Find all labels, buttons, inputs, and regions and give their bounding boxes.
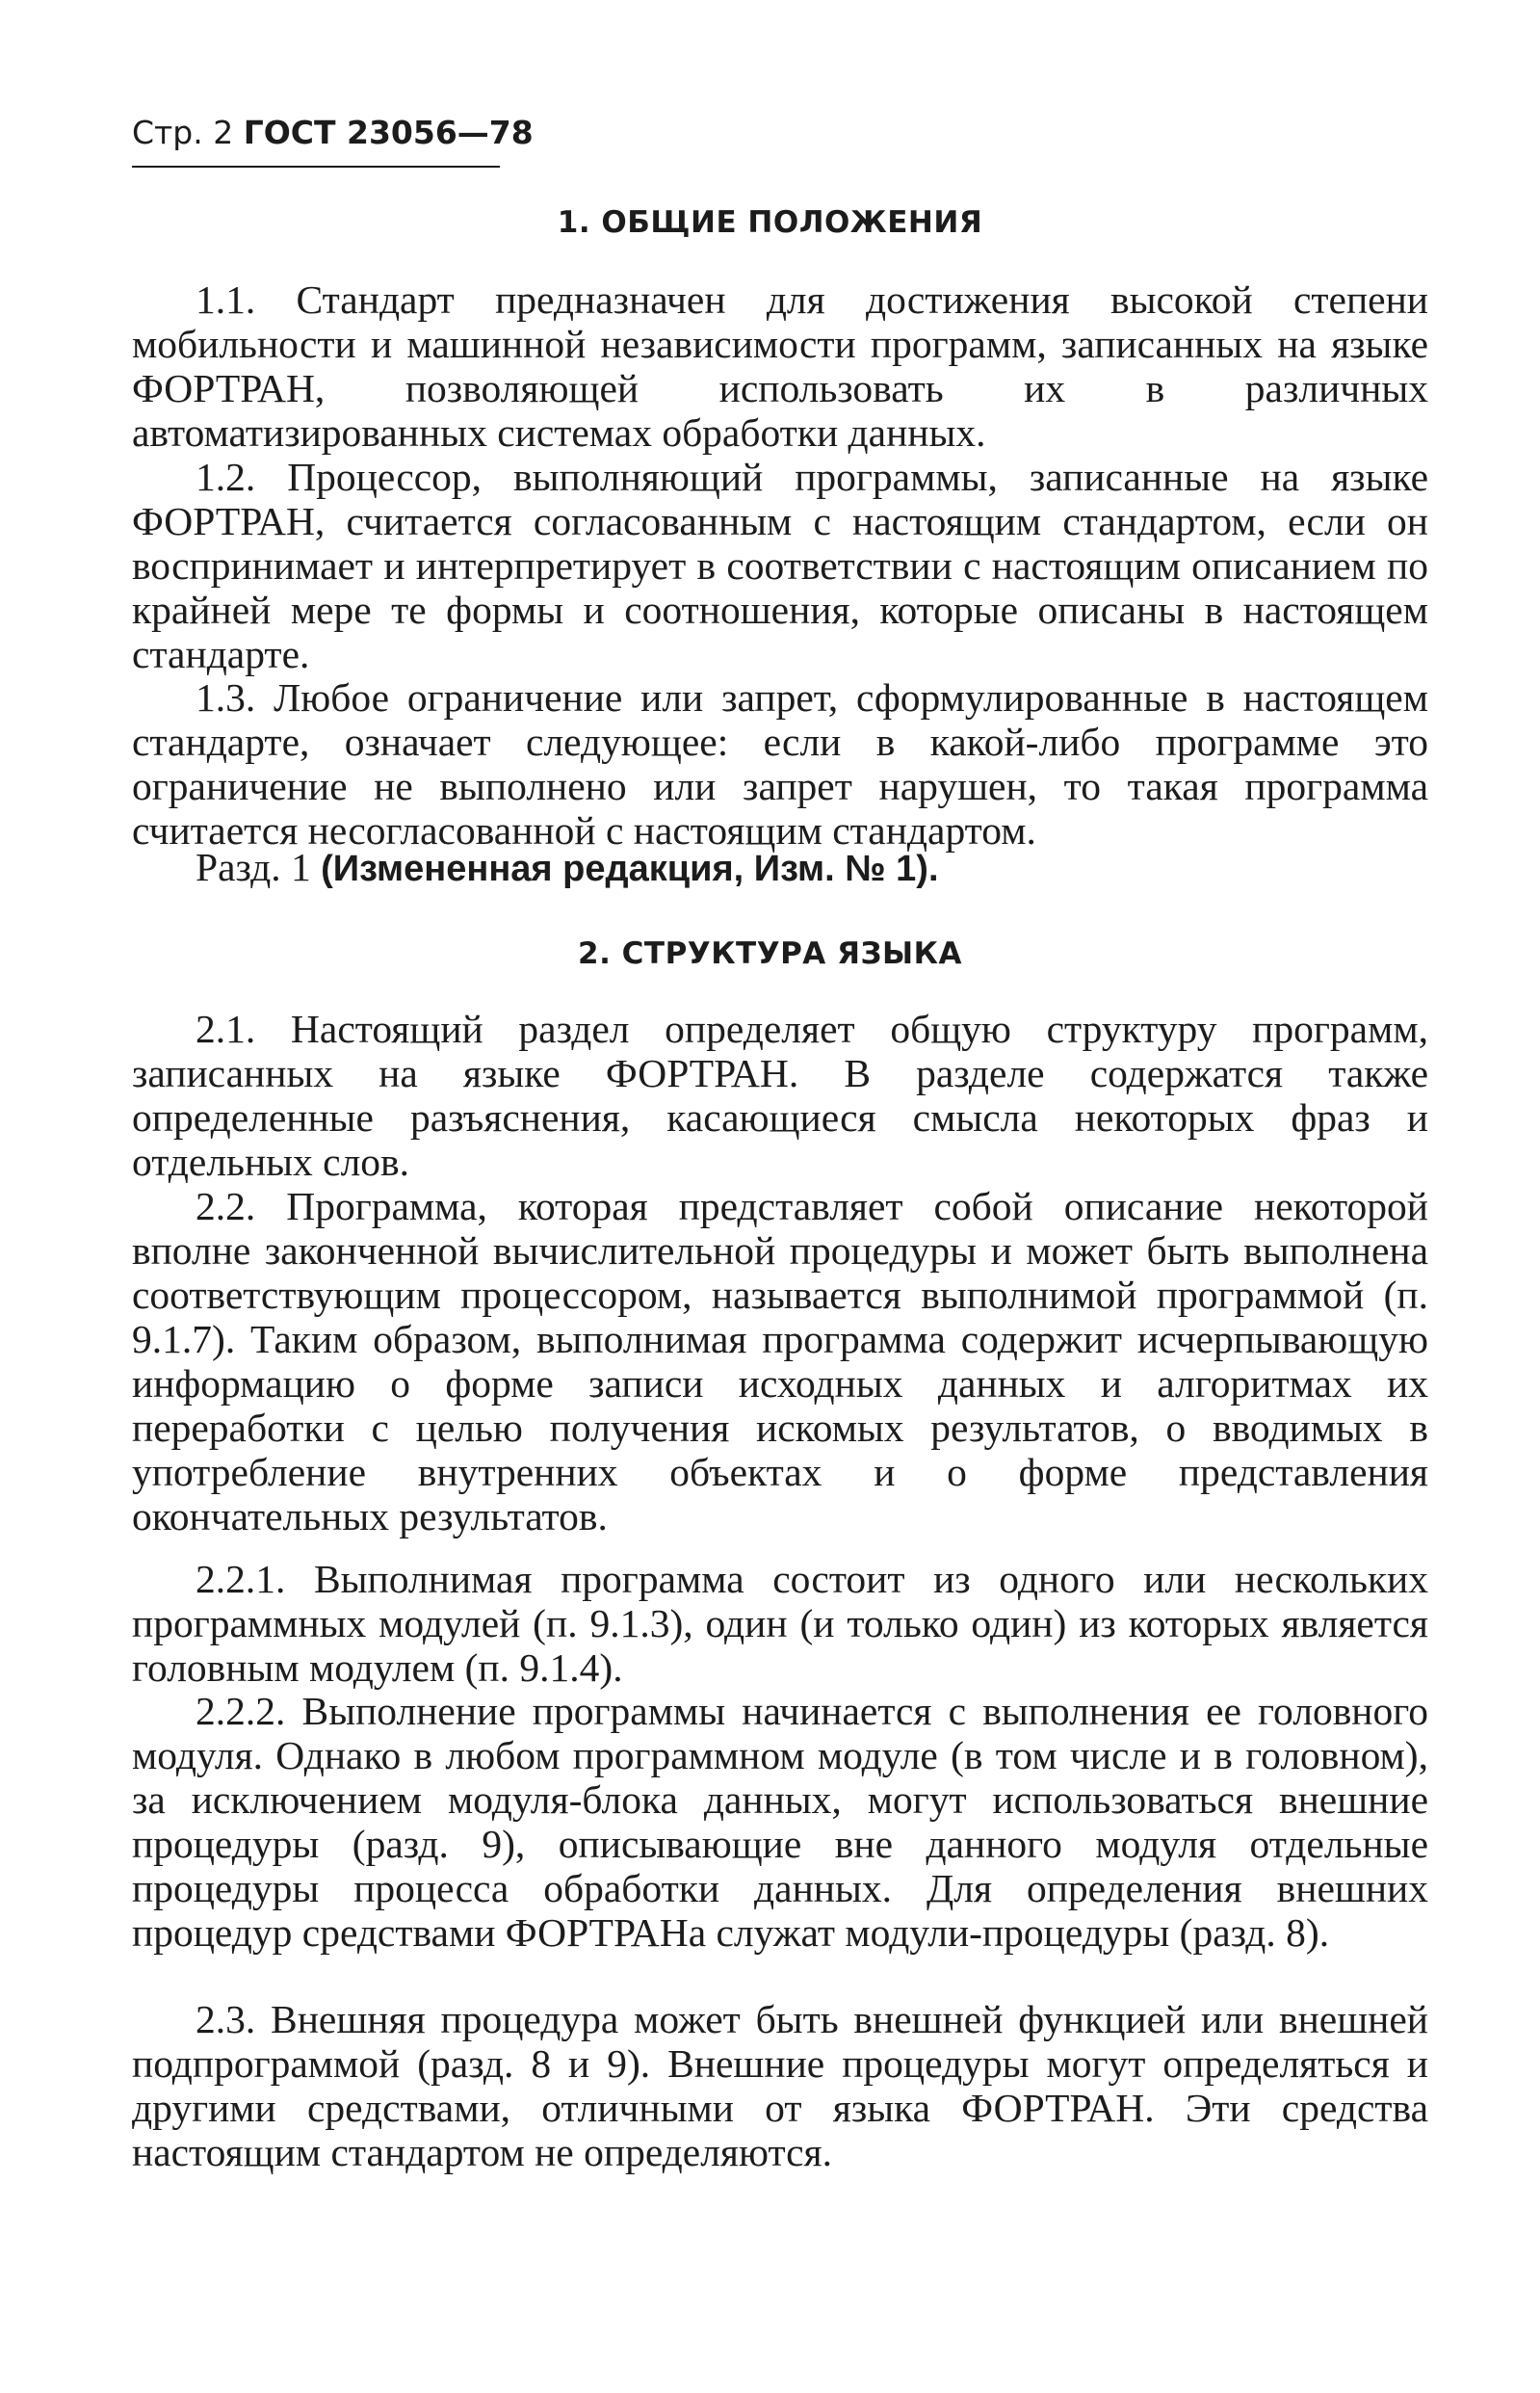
paragraph-1-2: 1.2. Процессор, выполняющий программы, записанные на языке ФОРТРАН, считается согласованным с настоящим стандартом, если он воспринимает и интерпретирует в соответствии с настоящим описанием по крайней мере те формы и соотношения, которые описаны в настоящем стандарте. xyxy=(132,455,1428,676)
amendment-note-prefix: Разд. 1 xyxy=(196,845,322,889)
paragraph-2-2-1: 2.2.1. Выполнимая программа состоит из одного или нескольких программных модулей (п. 9.1.3), один (и только один) из которых является головным модулем (п. 9.1.4). xyxy=(132,1557,1428,1690)
paragraph-1-1: 1.1. Стандарт предназначен для достижения высокой степени мобильности и машинной независимости программ, записанных на языке ФОРТРАН, позволяющей использовать их в различных автоматизированных системах обработки данных. xyxy=(132,277,1428,455)
paragraph-2-2: 2.2. Программа, которая представляет собой описание некоторой вполне законченной вычислительной процедуры и может быть выполнена соответствующим процессором, называется выполнимой программой (п. 9.1.7). Таким образом, выполнимая программа содержит исчерпывающую информацию о форме записи исходных данных и алгоритмах их переработки с целью получения искомых результатов, о вводимых в употребление внутренних объектах и о форме представления окончательных результатов. xyxy=(132,1184,1428,1538)
header-rule xyxy=(132,166,500,168)
paragraph-2-1: 2.1. Настоящий раздел определяет общую структуру программ, записанных на языке ФОРТРАН. В разделе содержатся также определенные разъяснения, касающиеся смысла некоторых фраз и отдельных слов. xyxy=(132,1007,1428,1184)
section-1-title: 1. ОБЩИЕ ПОЛОЖЕНИЯ xyxy=(557,205,983,240)
amendment-note-bold: (Измененная редакция, Изм. № 1). xyxy=(321,849,939,889)
page-number: Стр. 2 xyxy=(132,114,234,151)
standard-number: ГОСТ 23056—78 xyxy=(243,114,534,151)
paragraph-2-2-2: 2.2.2. Выполнение программы начинается с выполнения ее головного модуля. Однако в любом программном модуле (в том числе и в головном), за исключением модуля-блока данных, могут использоваться внешние процедуры (разд. 9), описывающие вне данного модуля отдельные процедуры процесса обработки данных. Для определения внешних процедур средствами ФОРТРАНа служат модули-процедуры (разд. 8). xyxy=(132,1689,1428,1955)
section-2-title: 2. СТРУКТУРА ЯЗЫКА xyxy=(578,936,962,971)
paragraph-1-3: 1.3. Любое ограничение или запрет, сформулированные в настоящем стандарте, означает следующее: если в какой-либо программе это ограничение не выполнено или запрет нарушен, то такая программа считается несогласованной с настоящим стандартом. xyxy=(132,675,1428,853)
page-header xyxy=(132,114,534,151)
amendment-note xyxy=(196,844,939,890)
paragraph-2-3: 2.3. Внешняя процедура может быть внешней функцией или внешней подпрограммой (разд. 8 и 9). Внешние процедуры могут определяться и другими средствами, отличными от языка ФОРТРАН. Эти средства настоящим стандартом не определяются. xyxy=(132,1997,1428,2174)
